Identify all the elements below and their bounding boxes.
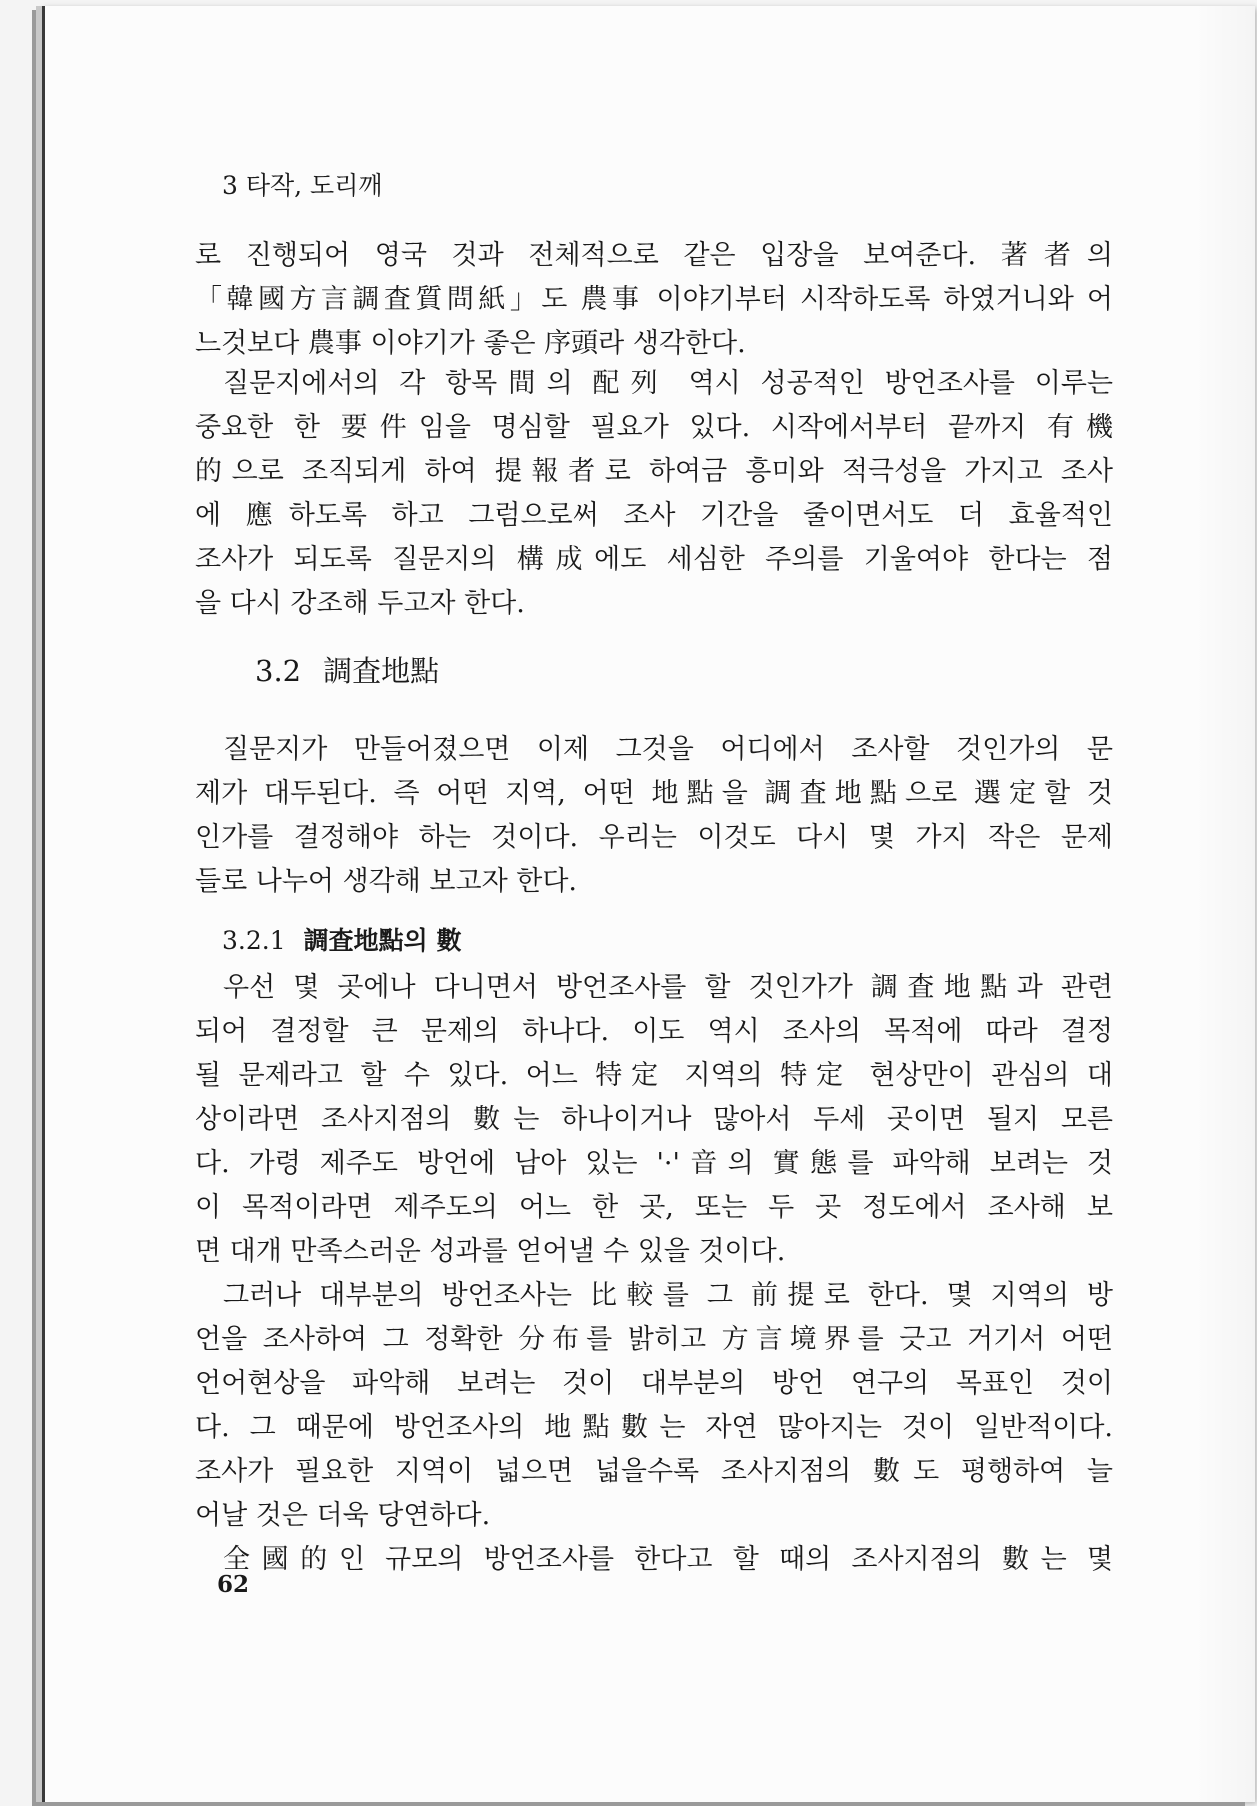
- text-line: 그러나 대부분의 방언조사는 比較를 그 前提로 한다. 몇 지역의 방: [223, 1280, 1113, 1311]
- text-line: 을 다시 강조해 두고자 한다.: [195, 588, 525, 619]
- text-line: 중요한 한 要件임을 명심할 필요가 있다. 시작에서부터 끝까지 有機: [195, 412, 1113, 443]
- text-line: 이 목적이라면 제주도의 어느 한 곳, 또는 두 곳 정도에서 조사해 보: [195, 1192, 1113, 1223]
- text-line: 조사가 되도록 질문지의 構成에도 세심한 주의를 기울여야 한다는 점: [195, 544, 1113, 575]
- paragraph: [195, 728, 1113, 904]
- text-line: 全國的인 규모의 방언조사를 한다고 할 때의 조사지점의 數는 몇: [223, 1544, 1113, 1575]
- text-line: 우선 몇 곳에나 다니면서 방언조사를 할 것인가가 調査地點과 관련: [223, 972, 1113, 1003]
- section-number: 3.2: [255, 654, 302, 688]
- text-line: 로 진행되어 영국 것과 전체적으로 같은 입장을 보여준다. 著者의: [195, 240, 1113, 271]
- text-line: 에 應하도록 하고 그럼으로써 조사 기간을 줄이면서도 더 효율적인: [195, 500, 1113, 531]
- section-heading: [255, 649, 439, 690]
- text-line: 「韓國方言調査質問紙」도 農事 이야기부터 시작하도록 하였거니와 어: [195, 284, 1113, 315]
- text-line: 상이라면 조사지점의 數는 하나이거나 많아서 두세 곳이면 될지 모른: [195, 1104, 1113, 1135]
- text-line: 인가를 결정해야 하는 것이다. 우리는 이것도 다시 몇 가지 작은 문제: [195, 822, 1113, 853]
- text-line: 될 문제라고 할 수 있다. 어느 特定 지역의 特定 현상만이 관심의 대: [195, 1060, 1113, 1091]
- text-line: 느것보다 農事 이야기가 좋은 序頭라 생각한다.: [195, 328, 746, 359]
- text-line: 어날 것은 더욱 당연하다.: [195, 1500, 491, 1531]
- text-line: 질문지가 만들어졌으면 이제 그것을 어디에서 조사할 것인가의 문: [223, 734, 1113, 765]
- paragraph: [195, 1538, 1113, 1582]
- page-number: 62: [217, 1571, 250, 1598]
- paragraph: [195, 362, 1113, 626]
- subsection-number: 3.2.1: [222, 926, 286, 955]
- text-line: 조사가 필요한 지역이 넓으면 넓을수록 조사지점의 數도 평행하여 늘: [195, 1456, 1113, 1487]
- book-page: [42, 6, 1255, 1802]
- paragraph: [195, 1274, 1113, 1538]
- section-title: 調査地點: [323, 654, 440, 688]
- text-line: 다. 가령 제주도 방언에 남아 있는 '·'音의 實態를 파악해 보려는 것: [195, 1148, 1113, 1179]
- text-line: 면 대개 만족스러운 성과를 얻어낼 수 있을 것이다.: [195, 1236, 786, 1267]
- text-line: 언을 조사하여 그 정확한 分布를 밝히고 方言境界를 긋고 거기서 어떤: [195, 1324, 1113, 1355]
- text-line: 언어현상을 파악해 보려는 것이 대부분의 방언 연구의 목표인 것이: [195, 1368, 1113, 1399]
- subsection-heading: [222, 921, 461, 957]
- text-line: 제가 대두된다. 즉 어떤 지역, 어떤 地點을 調査地點으로 選定할 것: [195, 778, 1113, 809]
- text-line: 되어 결정할 큰 문제의 하나다. 이도 역시 조사의 목적에 따라 결정: [195, 1016, 1113, 1047]
- paragraph-continuation: [195, 234, 1113, 366]
- text-line: 다. 그 때문에 방언조사의 地點數는 자연 많아지는 것이 일반적이다.: [195, 1412, 1113, 1443]
- running-head: 3 타작, 도리깨: [222, 171, 383, 200]
- text-line: 들로 나누어 생각해 보고자 한다.: [195, 866, 577, 897]
- text-line: 질문지에서의 각 항목間의 配列 역시 성공적인 방언조사를 이루는: [223, 368, 1113, 399]
- subsection-title: 調査地點의 數: [303, 926, 462, 955]
- text-line: 的으로 조직되게 하여 提報者로 하여금 흥미와 적극성을 가지고 조사: [195, 456, 1113, 487]
- paragraph: [195, 966, 1113, 1274]
